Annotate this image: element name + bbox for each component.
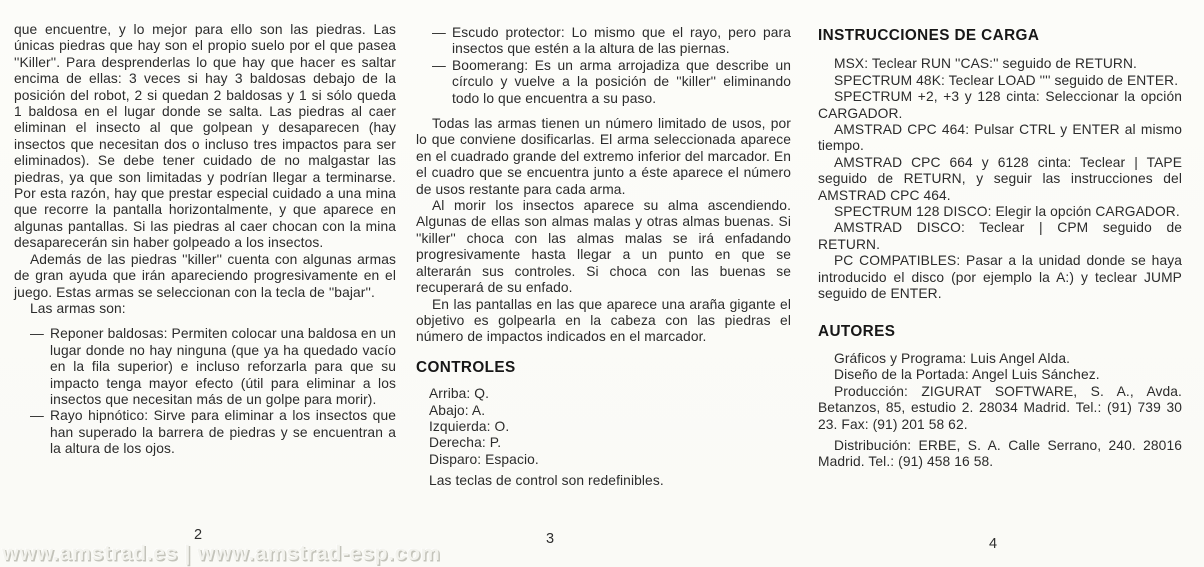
bullet-dash-icon: — (30, 408, 44, 424)
controls-heading: CONTROLES (416, 358, 516, 376)
author-distribution: Distribución: ERBE, S. A. Calle Serrano, 240. 28016 Madrid. Tel.: (91) 458 16 58. (818, 437, 1182, 470)
list-item-text: Boomerang: Es un arma arrojadiza que describe un círculo y vuelve a la posición de ''killer'' eliminando todo lo que encuentra a su paso. (452, 57, 791, 106)
authors-list (818, 351, 1182, 471)
control-down: Abajo: A. (429, 402, 486, 418)
author-graphics: Gráficos y Programa: Luis Angel Alda. (834, 350, 1071, 366)
bullet-dash-icon: — (30, 326, 44, 342)
page-number-3: 3 (546, 531, 555, 547)
paragraph-weapons-intro: Además de las piedras ''killer'' cuenta con algunas armas de gran ayuda que irán apareciendo progresivamente en el juego. Estas armas se seleccionan con la tecla de ''bajar''. (14, 251, 396, 300)
list-item-boomerang (416, 58, 791, 107)
loading-amstrad-cpc464: AMSTRAD CPC 464: Pulsar CTRL y ENTER al mismo tiempo. (818, 122, 1182, 154)
watermark-urls: www.amstrad.es | www.amstrad-esp.com (2, 541, 441, 565)
weapons-list-left (14, 326, 396, 457)
loading-spectrum-48k: SPECTRUM 48K: Teclear LOAD '''' seguido de ENTER. (834, 72, 1179, 88)
list-item-rayo-hipnotico (14, 408, 396, 457)
loading-spectrum-plus: SPECTRUM +2, +3 y 128 cinta: Seleccionar la opción CARGADOR. (818, 89, 1182, 121)
controls-list (416, 386, 791, 489)
paragraph-stones: que encuentre, y lo mejor para ello son las piedras. Las únicas piedras que hay son el propio suelo por el que pasea ''Killer''. Para desprenderlas lo que hay que hacer es saltar encima de ellas: 3 veces si hay 3 baldosas debajo de la posición del robot, 2 si quedan 2 baldosas y 1 si sólo queda 1 baldosa en el lugar donde se salta. Las piedras al caer eliminan el insecto al que golpean y desaparecen (hay insectos que necesitan dos o incluso tres impactos para ser eliminados). Se debe tener cuidado de no malgastar las piedras, ya que son limitadas y podrían llegar a terminarse. Por esta razón, hay que prestar especial cuidado a una mina que recorre la pantalla horizontalmente, y que aparece en algunas pantallas. Si las piedras al caer chocan con la mina desaparecerán sin haber golpeado a los insectos. (14, 22, 396, 251)
paragraph-souls: Al morir los insectos aparece su alma ascendiendo. Algunas de ellas son almas malas y otras almas buenas. Si ''killer'' choca con las almas malas se irá enfadando progresivamente hasta llegar a un punto en que se alterarán sus controles. Si choca con las buenas se recuperará de su enfado. (416, 198, 791, 296)
loading-spectrum-disco: SPECTRUM 128 DISCO: Elegir la opción CARGADOR. (834, 204, 1180, 220)
list-item-escudo-protector (416, 25, 791, 58)
page-2-column (14, 22, 396, 458)
page-4-column (818, 28, 1182, 471)
page-3-column (416, 25, 791, 490)
loading-instructions-heading: INSTRUCCIONES DE CARGA (818, 27, 1040, 44)
bullet-dash-icon: — (432, 57, 446, 73)
bullet-dash-icon: — (432, 25, 446, 40)
weapons-list-middle (416, 25, 791, 107)
controls-note: Las teclas de control son redefinibles. (429, 473, 664, 489)
list-item-text: Rayo hipnótico: Sirve para eliminar a los insectos que han superado la barrera de piedras y se encuentran a la altura de los ojos. (50, 408, 396, 457)
page-number-2: 2 (194, 527, 203, 543)
paragraph-spider: En las pantallas en las que aparece una araña gigante el objetivo es golpearla en la cabeza con las piedras el número de impactos indicados en el marcador. (416, 296, 791, 345)
control-up: Arriba: Q. (429, 386, 490, 402)
loading-msx: MSX: Teclear RUN ''CAS:'' seguido de RETURN. (834, 56, 1137, 72)
list-item-reponer-baldosas (14, 326, 396, 408)
author-cover-design: Diseño de la Portada: Angel Luis Sánchez. (834, 367, 1100, 383)
paragraph-weapon-uses: Todas las armas tienen un número limitado de usos, por lo que conviene dosificarlas. El arma seleccionada aparece en el cuadrado grande del extremo inferior del marcador. En el cuadro que se encuentra junto a éste aparece el número de usos restante para cada arma. (416, 116, 791, 197)
list-item-text: Escudo protector: Lo mismo que el rayo, pero para insectos que estén a la altura de las piernas. (452, 25, 791, 57)
loading-pc-compatibles: PC COMPATIBLES: Pasar a la unidad donde se haya introducido el disco (por ejemplo la A:) y teclear JUMP seguido de ENTER. (818, 253, 1182, 302)
loading-instructions-list (818, 56, 1182, 302)
paragraph-weapons-label: Las armas son: (30, 300, 126, 316)
page-number-4: 4 (989, 536, 998, 552)
loading-amstrad-cpc664: AMSTRAD CPC 664 y 6128 cinta: Teclear | TAPE seguido de RETURN, y seguir las instrucciones del AMSTRAD CPC 464. (818, 154, 1182, 203)
authors-heading: AUTORES (818, 322, 896, 340)
control-left: Izquierda: O. (429, 418, 510, 434)
list-item-text: Reponer baldosas: Permiten colocar una baldosa en un lugar donde no hay ninguna (que ya ha quedado vacío en la fila superior) e incluso reforzarla para que su impacto tenga mayor efecto (útil para eliminar a los insectos que necesitan más de un golpe para morir). (50, 326, 396, 407)
author-production: Producción: ZIGURAT SOFTWARE, S. A., Avda. Betanzos, 85, estudio 2. 28034 Madrid. Tel.: (91) 739 30 23. Fax: (91) 201 58 62. (818, 383, 1182, 432)
control-right: Derecha: P. (429, 435, 502, 451)
control-fire: Disparo: Espacio. (429, 451, 539, 467)
loading-amstrad-disco: AMSTRAD DISCO: Teclear | CPM seguido de RETURN. (818, 220, 1182, 252)
